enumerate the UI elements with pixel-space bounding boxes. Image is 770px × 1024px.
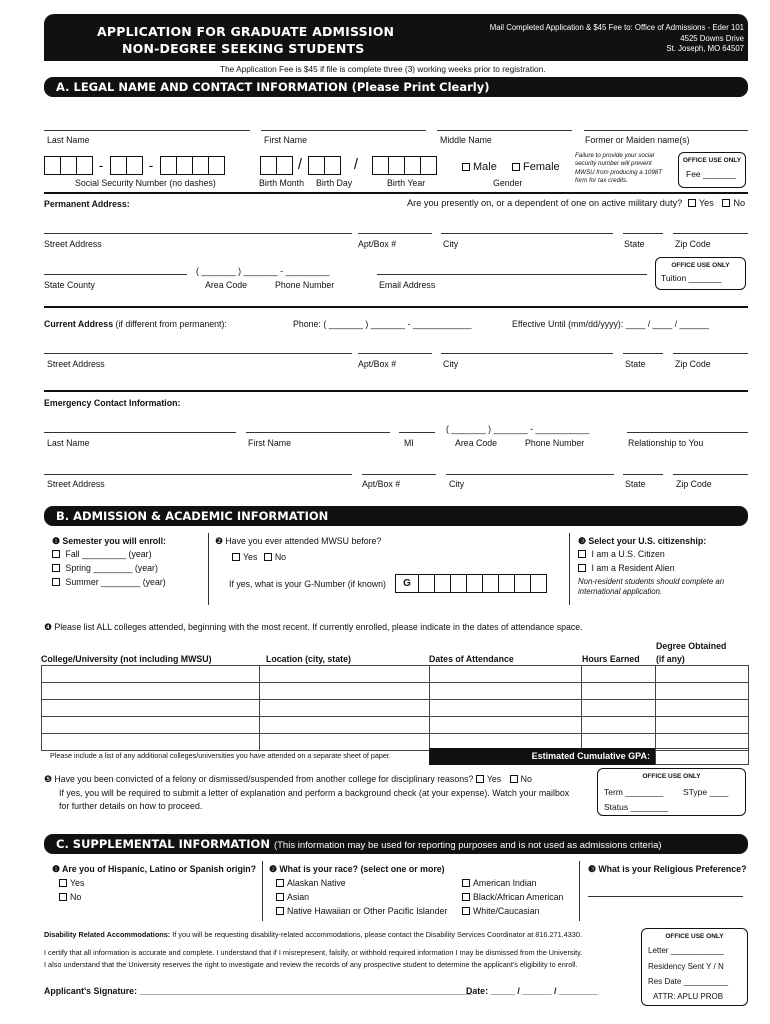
col-location-header: Location (city, state) [266,654,351,664]
office-use-label: OFFICE USE ONLY [671,262,730,269]
state-label: State [624,239,645,249]
citizenship-question: ❸ Select your U.S. citizenship: [578,536,707,546]
section-a-header [44,77,748,97]
gender-label: Gender [493,178,523,188]
felony-no-checkbox[interactable] [510,775,518,783]
birth-day-label: Birth Day [316,178,353,188]
disability-notice [44,930,582,939]
american-indian-checkbox[interactable] [462,879,470,887]
semester-question: ❶ Semester you will enroll: [52,536,166,546]
male-checkbox[interactable] [462,163,470,171]
state-label: State [625,479,646,489]
fall-option[interactable] [52,549,152,559]
relationship-label: Relationship to You [628,438,704,448]
email-label: Email Address [379,280,436,290]
street-address-label: Street Address [47,359,105,369]
divider [44,306,748,308]
white-label: White/Caucasian [473,906,540,916]
table-row [42,717,749,734]
us-citizen-label: I am a U.S. Citizen [591,549,665,559]
attr-field: ATTR: APLU PROB [653,992,724,1001]
table-row [42,683,749,700]
signature-line[interactable]: Applicant's Signature: ____________________________________________________________________ [44,986,473,996]
yes-label: Yes [486,774,502,784]
certification-line-1: I certify that all information is accurate and complete. I understand that if I misrepresent, falsify, or withhold required information I may be dismissed from the University. [44,948,583,957]
office-use-label: OFFICE USE ONLY [642,773,701,780]
female-checkbox[interactable] [512,163,520,171]
colleges-instruction: ❹ Please list ALL colleges attended, beginning with the most recent. If currently enrolled, please indicate in the dates of attendance space. [44,622,583,632]
black-option[interactable] [462,892,563,902]
office-use-label: OFFICE USE ONLY [665,933,724,940]
hawaiian-checkbox[interactable] [276,907,284,915]
form-title-line1: APPLICATION FOR GRADUATE ADMISSION [97,24,395,39]
no-label: No [274,552,287,562]
apt-box-label: Apt/Box # [362,479,401,489]
mail-line: St. Joseph, MO 64507 [666,44,744,53]
column-divider [208,533,209,605]
summer-option[interactable] [52,577,166,587]
no-label: No [733,198,746,208]
former-name-label: Former or Maiden name(s) [585,135,690,145]
emergency-contact-label: Emergency Contact Information: [44,398,181,408]
area-code-label: Area Code [205,280,248,290]
attended-yes-checkbox[interactable] [232,553,240,561]
apt-box-input[interactable] [358,233,432,234]
mail-line: Mail Completed Application & $45 Fee to: Office of Admissions - Eder 101 [489,23,744,32]
last-name-label: Last Name [47,135,90,145]
first-name-input[interactable] [261,130,426,131]
male-option[interactable] [462,161,497,173]
military-question-text: Are you presently on, or a dependent of one on active military duty? [407,198,683,208]
separate-sheet-note: Please include a list of any additional colleges/universities you have attended on a separate sheet of paper. [50,751,391,760]
gpa-label: Estimated Cumulative GPA: [531,751,650,761]
table-row [42,700,749,717]
black-checkbox[interactable] [462,893,470,901]
middle-name-label: Middle Name [440,135,492,145]
form-title-line2: NON-DEGREE SEEKING STUDENTS [122,41,365,56]
asian-checkbox[interactable] [276,893,284,901]
american-indian-option[interactable] [462,878,537,888]
fee-note: The Application Fee is $45 if file is complete three (3) working weeks prior to registration. [220,64,546,74]
emerg-state-input[interactable] [623,474,663,475]
state-county-input[interactable] [44,274,187,275]
current-address-heading [44,319,227,329]
street-address-label: Street Address [47,479,105,489]
phone-number-label: Phone Number [525,438,585,448]
attended-question: ❷ Have you ever attended MWSU before? [215,536,382,546]
email-input[interactable] [377,274,647,275]
military-question [407,198,745,208]
hawaiian-option[interactable] [276,906,447,916]
table-row [42,666,749,683]
felony-instruction-1: If yes, you will be required to submit a letter of explanation and perform a background check (at your expense). Watch your mailbox [59,788,570,798]
hawaiian-label: Native Hawaiian or Other Pacific Islander [287,906,448,916]
former-name-input[interactable] [584,130,748,131]
residency-field: Residency Sent Y / N [648,962,724,971]
gnumber-input[interactable] [395,574,546,593]
col-college-header: College/University (not including MWSU) [41,654,212,664]
ssn-input[interactable]: - - [44,156,224,175]
current-state-input[interactable] [623,353,663,354]
fee-field: Fee _______ [686,169,737,179]
city-label: City [443,239,459,249]
city-label: City [443,359,459,369]
section-b-title: B. ADMISSION & ACADEMIC INFORMATION [56,509,329,523]
col-dates-header: Dates of Attendance [429,654,514,664]
emerg-zip-input[interactable] [673,474,748,475]
ssn-note: Failure to provide your social security number will prevent MWSU from producing a 1098T form for tax credits. [575,152,663,184]
felony-question [44,774,532,785]
current-phone-input[interactable]: Phone: ( _______ ) _______ - ____________ [293,319,472,329]
felony-yes-checkbox[interactable] [476,775,484,783]
section-c-title [56,837,662,851]
emerg-street-input[interactable] [44,474,352,475]
disability-label: Disability Related Accommodations: [44,930,171,939]
office-use-term-box [597,768,746,816]
yes-label: Yes [243,552,258,562]
hispanic-no-checkbox[interactable] [59,893,67,901]
first-name-label: First Name [264,135,308,145]
gpa-input[interactable] [655,748,749,765]
mail-line: 4525 Downs Drive [680,33,744,43]
mailing-address [490,23,744,55]
city-input[interactable] [441,233,613,234]
american-indian-label: American Indian [473,878,537,888]
divider [44,192,748,194]
disability-text: If you will be requesting disability-related accommodations, please contact the Disability Services Coordinator at 816.271.4330. [172,930,582,939]
hispanic-yes-option[interactable] [59,878,84,888]
effective-until-input[interactable]: Effective Until (mm/dd/yyyy): ____ / ____ / ______ [512,319,709,329]
emerg-first-name-input[interactable] [246,432,390,433]
resident-alien-option[interactable] [578,563,675,573]
relationship-input[interactable] [627,432,748,433]
phone-input[interactable]: ( _______ ) _______ - _________ [196,266,330,276]
section-a-title: A. LEGAL NAME AND CONTACT INFORMATION (Please Print Clearly) [56,80,490,94]
yes-label: Yes [698,198,714,208]
fall-checkbox[interactable] [52,550,60,558]
emerg-city-input[interactable] [446,474,614,475]
office-use-label: OFFICE USE ONLY [682,157,742,164]
city-label: City [449,479,465,489]
us-citizen-checkbox[interactable] [578,550,586,558]
emerg-apt-input[interactable] [362,474,436,475]
last-name-label: Last Name [47,438,90,448]
nonresident-note: Non-resident students should complete an international application. [578,577,725,596]
no-label: No [70,892,82,902]
mi-label: MI [404,438,414,448]
current-address-label: Current Address [44,319,114,329]
zip-label: Zip Code [675,239,711,249]
current-zip-input[interactable] [673,353,748,354]
letter-field: Letter ____________ [648,946,725,955]
spring-option[interactable] [52,563,158,573]
summer-label: Summer ________ (year) [65,577,166,587]
military-yes-checkbox[interactable] [688,199,696,207]
section-b-header [44,506,748,526]
tuition-field: Tuition _______ [661,273,722,283]
alaskan-option[interactable] [276,878,346,888]
gnumber-question: If yes, what is your G-Number (if known) [229,579,386,589]
birth-date-input[interactable]: / / [260,156,436,175]
spring-label: Spring ________ (year) [65,563,158,573]
current-address-note: (if different from permanent): [115,319,227,329]
emerg-mi-input[interactable] [399,432,435,433]
zip-label: Zip Code [675,359,711,369]
column-divider [579,861,580,921]
office-use-fee-box [678,152,746,188]
office-use-tuition-box [655,257,746,290]
emerg-last-name-input[interactable] [44,432,236,433]
current-apt-input[interactable] [358,353,432,354]
current-street-input[interactable] [44,353,352,354]
status-field: Status ________ [604,802,669,812]
permanent-address-label: Permanent Address: [44,199,130,209]
current-city-input[interactable] [441,353,613,354]
colleges-table [41,665,749,751]
race-question: ❷ What is your race? (select one or more) [269,864,445,874]
zip-input[interactable] [673,233,748,234]
certification-line-2: I also understand that the University reserves the right to investigate and review the records of any prospective student to determine the applicant's eligibility to enroll. [44,960,578,969]
white-option[interactable] [462,906,540,916]
state-label: State [625,359,646,369]
us-citizen-option[interactable] [578,549,665,559]
divider [44,390,748,392]
res-date-field: Res Date __________ [648,977,729,986]
no-label: No [520,774,532,784]
street-address-label: Street Address [44,239,102,249]
attended-no-checkbox[interactable] [264,553,272,561]
religion-input[interactable] [588,896,743,897]
emerg-phone-input[interactable]: ( _______ ) _______ - ___________ [446,424,590,434]
area-code-label: Area Code [455,438,498,448]
date-line[interactable]: Date: _____ / ______ / ________ [466,986,599,996]
alaskan-checkbox[interactable] [276,879,284,887]
hispanic-no-option[interactable] [59,892,81,902]
section-c-header [44,834,748,854]
asian-label: Asian [287,892,310,902]
zip-label: Zip Code [676,479,712,489]
ssn-label: Social Security Number (no dashes) [75,178,216,188]
col-degree-header-sub: (if any) [656,654,685,664]
alaskan-label: Alaskan Native [287,878,346,888]
female-label: Female [523,161,560,173]
felony-question-text: ❺ Have you been convicted of a felony or dismissed/suspended from another college for disciplinary reasons? [44,774,474,784]
apt-box-label: Apt/Box # [358,359,397,369]
spring-checkbox[interactable] [52,564,60,572]
birth-year-label: Birth Year [387,178,426,188]
section-c-note: (This information may be used for reporting purposes and is not used as admissions criteria) [273,840,662,851]
col-degree-header: Degree Obtained [656,641,727,651]
phone-number-label: Phone Number [275,280,335,290]
white-checkbox[interactable] [462,907,470,915]
black-label: Black/African American [473,892,564,902]
religion-question: ❸ What is your Religious Preference? [588,864,747,874]
asian-option[interactable] [276,892,309,902]
fall-label: Fall _________ (year) [65,549,152,559]
yes-label: Yes [70,878,85,888]
street-address-input[interactable] [44,233,352,234]
col-hours-header: Hours Earned [582,654,640,664]
stype-field: SType ____ [683,787,729,797]
column-divider [262,861,263,921]
term-field: Term ________ [604,787,664,797]
g-prefix: G [395,574,419,593]
female-option[interactable] [512,161,560,173]
column-divider [569,533,570,605]
state-input[interactable] [623,233,663,234]
last-name-input[interactable] [44,130,250,131]
resident-alien-label: I am a Resident Alien [591,563,675,573]
first-name-label: First Name [248,438,292,448]
section-c-title-text: C. SUPPLEMENTAL INFORMATION [56,837,270,851]
hispanic-yes-checkbox[interactable] [59,879,67,887]
apt-box-label: Apt/Box # [358,239,397,249]
middle-name-input[interactable] [437,130,572,131]
male-label: Male [473,161,497,173]
summer-checkbox[interactable] [52,578,60,586]
state-county-label: State County [44,280,95,290]
office-use-residency-box [641,928,748,1006]
military-no-checkbox[interactable] [722,199,730,207]
felony-instruction-2: for further details on how to proceed. [59,801,203,811]
hispanic-question: ❶ Are you of Hispanic, Latino or Spanish origin? [52,864,257,874]
attended-options [232,552,286,562]
gpa-label-bar [429,748,655,765]
birth-month-label: Birth Month [259,178,304,188]
resident-alien-checkbox[interactable] [578,564,586,572]
